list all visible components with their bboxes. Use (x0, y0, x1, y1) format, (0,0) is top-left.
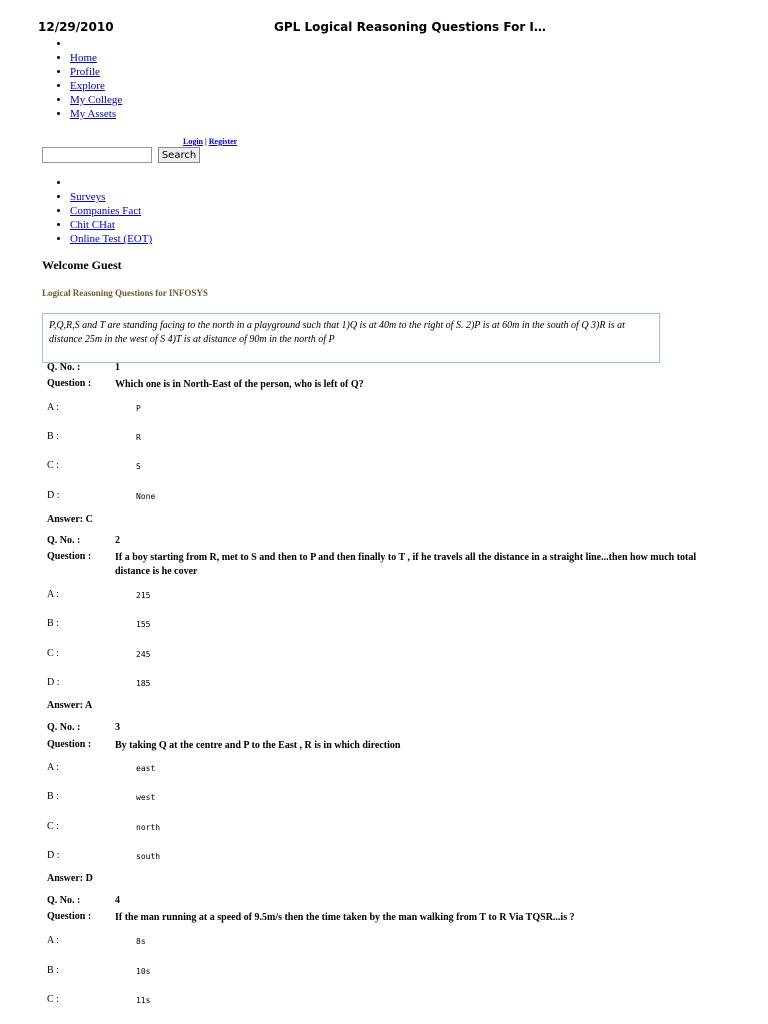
option-label: C : (47, 648, 59, 659)
option-label: A : (47, 762, 59, 773)
option-label: B : (47, 431, 59, 442)
welcome-text: Welcome Guest (42, 258, 122, 272)
nav-link-my-college[interactable]: My College (70, 94, 123, 106)
option-value: P (136, 404, 141, 413)
nav-link-chit-chat[interactable]: Chit CHat (70, 219, 115, 231)
nav-item-empty-2 (70, 176, 152, 190)
option-label: C : (47, 994, 59, 1005)
question-label: Question : (47, 551, 92, 562)
header-date: 12/29/2010 (38, 20, 114, 34)
login-link[interactable]: Login (183, 137, 204, 146)
nav-item-online-test[interactable] (70, 232, 152, 246)
option-label: C : (47, 460, 59, 471)
nav-link-companies-fact[interactable]: Companies Fact (70, 205, 142, 217)
option-value: R (136, 433, 141, 442)
qno-label: Q. No. : (47, 895, 81, 906)
option-label: C : (47, 821, 59, 832)
option-label: A : (47, 935, 59, 946)
qno-value: 4 (115, 895, 120, 906)
option-label: D : (47, 490, 60, 501)
option-value: 245 (136, 650, 151, 659)
option-value: 11s (136, 996, 151, 1005)
option-label: A : (47, 402, 59, 413)
option-label: B : (47, 618, 59, 629)
nav-link-online-test[interactable]: Online Test (EOT) (70, 233, 153, 245)
nav-link-home[interactable]: Home (70, 52, 97, 64)
option-label: D : (47, 677, 60, 688)
option-label: B : (47, 791, 59, 802)
register-link[interactable]: Register (208, 137, 238, 146)
qno-label: Q. No. : (47, 535, 81, 546)
question-label: Question : (47, 739, 92, 750)
nav-item-explore[interactable] (70, 79, 122, 93)
option-value: None (136, 492, 156, 501)
option-label: B : (47, 965, 59, 976)
nav-item-empty (70, 37, 122, 51)
nav-item-home[interactable] (70, 51, 122, 65)
question-label: Question : (47, 911, 92, 922)
option-value: west (136, 793, 156, 802)
question-text: By taking Q at the centre and P to the East , R is in which direction (115, 740, 401, 751)
nav-link-my-assets[interactable]: My Assets (70, 108, 117, 120)
section-title: Logical Reasoning Questions for INFOSYS (42, 288, 208, 298)
answer-text: Answer: C (47, 514, 93, 525)
question-label: Question : (47, 378, 92, 389)
intro-box: P,Q,R,S and T are standing facing to the north in a playground such that 1)Q is at 40m to the right of S. 2)P is at 60m in the south of Q 3)R is at distance 25m in the west of S 4)T is at distance of 90m in the north of P (42, 313, 660, 363)
secondary-nav (46, 176, 152, 246)
qno-value: 3 (115, 722, 120, 733)
option-value: 185 (136, 679, 151, 688)
option-value: east (136, 764, 156, 773)
nav-item-profile[interactable] (70, 65, 122, 79)
answer-text: Answer: A (47, 700, 93, 711)
login-bar (183, 137, 237, 146)
nav-link-explore[interactable]: Explore (70, 80, 105, 92)
option-value: north (136, 823, 161, 832)
option-value: 215 (136, 591, 151, 600)
option-label: A : (47, 589, 59, 600)
option-value: 155 (136, 620, 151, 629)
qno-label: Q. No. : (47, 362, 81, 373)
search-input[interactable] (42, 147, 152, 163)
answer-text: Answer: D (47, 873, 93, 884)
nav-item-my-assets[interactable] (70, 107, 122, 121)
question-text: If the man running at a speed of 9.5m/s then the time taken by the man walking from T to R Via TQSR...is ? (115, 912, 575, 923)
nav-item-companies-fact[interactable] (70, 204, 152, 218)
nav-item-surveys[interactable] (70, 190, 152, 204)
option-value: south (136, 852, 161, 861)
option-label: D : (47, 850, 60, 861)
question-text: Which one is in North-East of the person, who is left of Q? (115, 379, 364, 390)
nav-link-surveys[interactable]: Surveys (70, 191, 106, 203)
option-value: S (136, 462, 141, 471)
qno-value: 1 (115, 362, 120, 373)
top-nav (46, 37, 122, 121)
qno-label: Q. No. : (47, 722, 81, 733)
page-title: GPL Logical Reasoning Questions For I… (274, 20, 546, 34)
nav-link-profile[interactable]: Profile (70, 66, 100, 78)
nav-item-chit-chat[interactable] (70, 218, 152, 232)
question-text: If a boy starting from R, met to S and then to P and then finally to T , if he travels all the distance in a straight line...then how much total distance is he cover (115, 552, 697, 577)
option-value: 8s (136, 937, 146, 946)
qno-value: 2 (115, 535, 120, 546)
nav-item-my-college[interactable] (70, 93, 122, 107)
option-value: 10s (136, 967, 151, 976)
login-separator: | (205, 137, 207, 146)
search-button[interactable]: Search (158, 147, 200, 163)
